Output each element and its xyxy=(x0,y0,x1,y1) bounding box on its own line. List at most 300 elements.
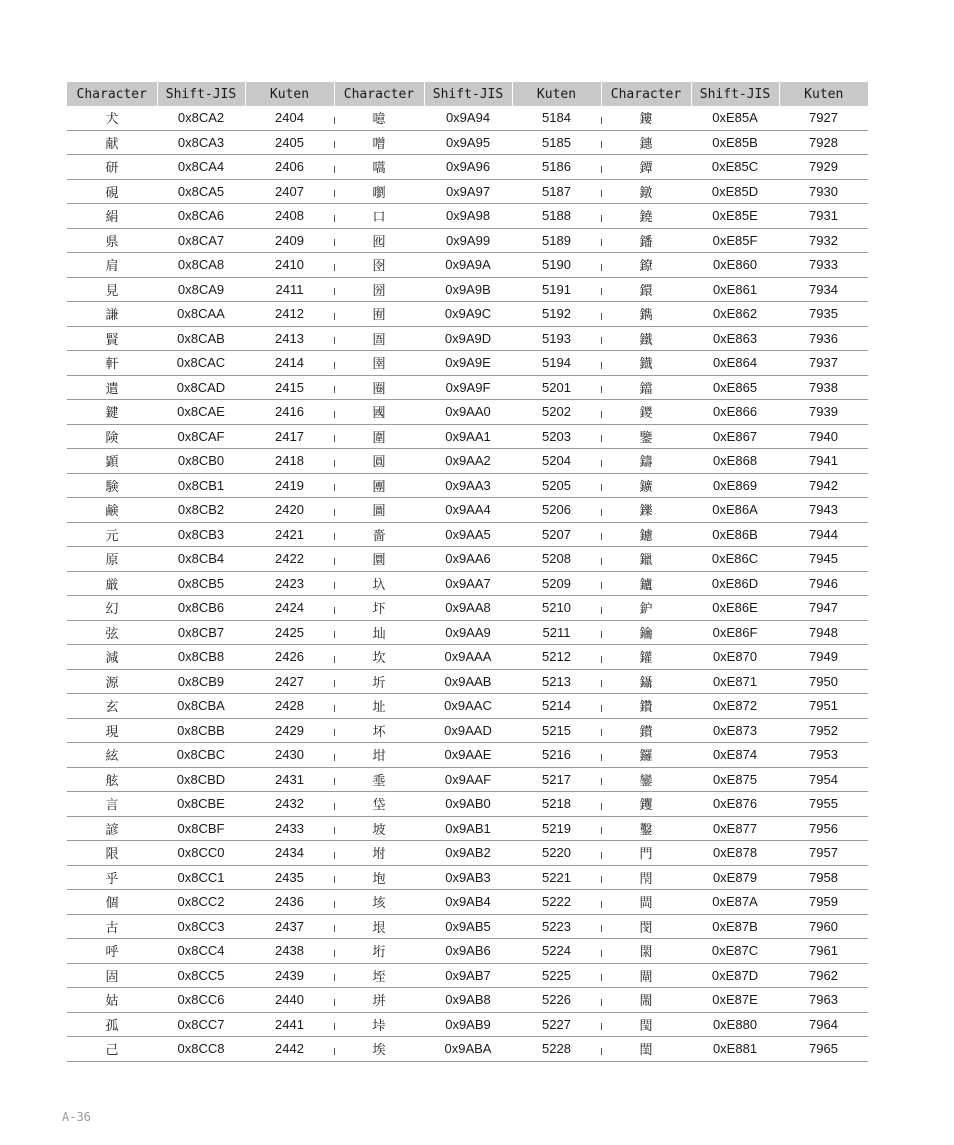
shift-jis-cell: 0x9A9B xyxy=(424,277,512,302)
character-cell: 址 xyxy=(334,694,424,719)
shift-jis-cell: 0xE860 xyxy=(691,253,779,278)
character-cell: 鑒 xyxy=(601,424,691,449)
character-cell: 固 xyxy=(67,963,157,988)
shift-jis-cell: 0x8CB4 xyxy=(157,547,245,572)
kuten-cell: 7955 xyxy=(779,792,868,817)
table-row xyxy=(67,669,868,694)
kuten-cell: 5222 xyxy=(512,890,601,915)
kuten-cell: 5192 xyxy=(512,302,601,327)
kuten-cell: 7948 xyxy=(779,620,868,645)
kuten-cell: 7933 xyxy=(779,253,868,278)
shift-jis-cell: 0x8CC2 xyxy=(157,890,245,915)
character-cell: 鏤 xyxy=(601,106,691,130)
shift-jis-cell: 0x8CB6 xyxy=(157,596,245,621)
character-cell: 坿 xyxy=(334,841,424,866)
kuten-cell: 7953 xyxy=(779,743,868,768)
table-row xyxy=(67,841,868,866)
shift-jis-cell: 0x9AB1 xyxy=(424,816,512,841)
shift-jis-cell: 0x8CB7 xyxy=(157,620,245,645)
kuten-cell: 2413 xyxy=(245,326,334,351)
character-cell: 己 xyxy=(67,1037,157,1062)
shift-jis-cell: 0xE881 xyxy=(691,1037,779,1062)
shift-jis-cell: 0xE879 xyxy=(691,865,779,890)
shift-jis-cell: 0x8CBA xyxy=(157,694,245,719)
kuten-cell: 2422 xyxy=(245,547,334,572)
character-cell: 古 xyxy=(67,914,157,939)
character-cell: 圸 xyxy=(334,620,424,645)
shift-jis-cell: 0xE880 xyxy=(691,1012,779,1037)
shift-jis-cell: 0x9AA1 xyxy=(424,424,512,449)
table-row xyxy=(67,130,868,155)
shift-jis-cell: 0x9AA9 xyxy=(424,620,512,645)
shift-jis-cell: 0x8CBD xyxy=(157,767,245,792)
character-cell: 鐶 xyxy=(601,277,691,302)
character-cell: 國 xyxy=(334,400,424,425)
character-cell: 坏 xyxy=(334,718,424,743)
shift-jis-cell: 0x8CA5 xyxy=(157,179,245,204)
kuten-cell: 7943 xyxy=(779,498,868,523)
kuten-cell: 2407 xyxy=(245,179,334,204)
kuten-cell: 5216 xyxy=(512,743,601,768)
table-row xyxy=(67,498,868,523)
shift-jis-cell: 0x9AAB xyxy=(424,669,512,694)
character-cell: 言 xyxy=(67,792,157,817)
shift-jis-cell: 0x8CAF xyxy=(157,424,245,449)
kuten-cell: 5204 xyxy=(512,449,601,474)
character-cell: 钁 xyxy=(601,792,691,817)
table-row xyxy=(67,400,868,425)
kuten-cell: 2419 xyxy=(245,473,334,498)
kuten-cell: 7929 xyxy=(779,155,868,180)
character-cell: 鑄 xyxy=(601,449,691,474)
table-row xyxy=(67,890,868,915)
column-header: Shift-JIS xyxy=(157,82,245,106)
kuten-cell: 2438 xyxy=(245,939,334,964)
character-cell: 鍵 xyxy=(67,400,157,425)
character-cell: 諺 xyxy=(67,816,157,841)
shift-jis-cell: 0xE85D xyxy=(691,179,779,204)
kuten-cell: 2434 xyxy=(245,841,334,866)
kuten-cell: 2420 xyxy=(245,498,334,523)
character-cell: 鑼 xyxy=(601,743,691,768)
shift-jis-cell: 0xE87D xyxy=(691,963,779,988)
character-cell: 閖 xyxy=(601,939,691,964)
kuten-cell: 2424 xyxy=(245,596,334,621)
kuten-cell: 2415 xyxy=(245,375,334,400)
kuten-cell: 7937 xyxy=(779,351,868,376)
character-cell: 囿 xyxy=(334,302,424,327)
shift-jis-cell: 0xE871 xyxy=(691,669,779,694)
shift-jis-cell: 0x8CAA xyxy=(157,302,245,327)
shift-jis-cell: 0x9AAF xyxy=(424,767,512,792)
kuten-cell: 7965 xyxy=(779,1037,868,1062)
character-cell: 研 xyxy=(67,155,157,180)
shift-jis-cell: 0xE868 xyxy=(691,449,779,474)
column-header: Character xyxy=(601,82,691,106)
kuten-cell: 7941 xyxy=(779,449,868,474)
shift-jis-cell: 0xE85E xyxy=(691,204,779,229)
table-row xyxy=(67,473,868,498)
character-cell: 團 xyxy=(334,473,424,498)
character-cell: 圻 xyxy=(334,669,424,694)
table-row xyxy=(67,204,868,229)
code-table xyxy=(67,82,868,1062)
shift-jis-cell: 0x8CBB xyxy=(157,718,245,743)
column-header: Kuten xyxy=(512,82,601,106)
character-cell: 垓 xyxy=(334,890,424,915)
character-cell: 現 xyxy=(67,718,157,743)
kuten-cell: 5214 xyxy=(512,694,601,719)
kuten-cell: 5213 xyxy=(512,669,601,694)
kuten-cell: 5223 xyxy=(512,914,601,939)
kuten-cell: 2421 xyxy=(245,522,334,547)
character-cell: 鑠 xyxy=(601,498,691,523)
kuten-cell: 7959 xyxy=(779,890,868,915)
character-cell: 圈 xyxy=(334,375,424,400)
shift-jis-cell: 0xE872 xyxy=(691,694,779,719)
shift-jis-cell: 0x8CB0 xyxy=(157,449,245,474)
character-cell: 鐓 xyxy=(601,179,691,204)
table-header-row xyxy=(67,82,868,106)
character-cell: 閙 xyxy=(601,988,691,1013)
shift-jis-cell: 0x9AA6 xyxy=(424,547,512,572)
kuten-cell: 2430 xyxy=(245,743,334,768)
shift-jis-cell: 0x8CC6 xyxy=(157,988,245,1013)
kuten-cell: 2441 xyxy=(245,1012,334,1037)
kuten-cell: 5218 xyxy=(512,792,601,817)
kuten-cell: 7927 xyxy=(779,106,868,130)
kuten-cell: 7935 xyxy=(779,302,868,327)
kuten-cell: 2406 xyxy=(245,155,334,180)
kuten-cell: 5228 xyxy=(512,1037,601,1062)
kuten-cell: 7940 xyxy=(779,424,868,449)
kuten-cell: 7945 xyxy=(779,547,868,572)
character-cell: 鐐 xyxy=(601,253,691,278)
kuten-cell: 2414 xyxy=(245,351,334,376)
table-row xyxy=(67,988,868,1013)
shift-jis-cell: 0xE863 xyxy=(691,326,779,351)
character-cell: 鐔 xyxy=(601,155,691,180)
column-header: Kuten xyxy=(779,82,868,106)
shift-jis-cell: 0x9A9D xyxy=(424,326,512,351)
table-row xyxy=(67,620,868,645)
table-row xyxy=(67,816,868,841)
kuten-cell: 5193 xyxy=(512,326,601,351)
kuten-cell: 2412 xyxy=(245,302,334,327)
table-row xyxy=(67,718,868,743)
shift-jis-cell: 0xE86E xyxy=(691,596,779,621)
character-cell: 鑰 xyxy=(601,620,691,645)
kuten-cell: 5211 xyxy=(512,620,601,645)
page-number: A-36 xyxy=(62,1110,91,1124)
kuten-cell: 7928 xyxy=(779,130,868,155)
kuten-cell: 7938 xyxy=(779,375,868,400)
table-row xyxy=(67,106,868,130)
shift-jis-cell: 0x9AA2 xyxy=(424,449,512,474)
shift-jis-cell: 0x8CA4 xyxy=(157,155,245,180)
shift-jis-cell: 0x9AB9 xyxy=(424,1012,512,1037)
shift-jis-cell: 0xE878 xyxy=(691,841,779,866)
kuten-cell: 2417 xyxy=(245,424,334,449)
shift-jis-cell: 0x8CB3 xyxy=(157,522,245,547)
table-row xyxy=(67,645,868,670)
character-cell: 坎 xyxy=(334,645,424,670)
shift-jis-cell: 0x8CA6 xyxy=(157,204,245,229)
kuten-cell: 7961 xyxy=(779,939,868,964)
table-body xyxy=(67,106,868,1061)
character-cell: 圷 xyxy=(334,596,424,621)
table-row xyxy=(67,939,868,964)
shift-jis-cell: 0x9AA4 xyxy=(424,498,512,523)
table-row xyxy=(67,743,868,768)
shift-jis-cell: 0xE861 xyxy=(691,277,779,302)
character-cell: 垠 xyxy=(334,914,424,939)
shift-jis-cell: 0xE874 xyxy=(691,743,779,768)
character-cell: 坡 xyxy=(334,816,424,841)
kuten-cell: 7951 xyxy=(779,694,868,719)
table-row xyxy=(67,767,868,792)
character-cell: 閘 xyxy=(601,963,691,988)
kuten-cell: 7950 xyxy=(779,669,868,694)
kuten-cell: 2431 xyxy=(245,767,334,792)
shift-jis-cell: 0x8CC1 xyxy=(157,865,245,890)
shift-jis-cell: 0xE87A xyxy=(691,890,779,915)
character-cell: 閠 xyxy=(601,1012,691,1037)
character-cell: 垤 xyxy=(334,963,424,988)
shift-jis-cell: 0xE86A xyxy=(691,498,779,523)
kuten-cell: 7931 xyxy=(779,204,868,229)
table-row xyxy=(67,694,868,719)
shift-jis-cell: 0x8CC0 xyxy=(157,841,245,866)
character-cell: 玄 xyxy=(67,694,157,719)
shift-jis-cell: 0x9AB5 xyxy=(424,914,512,939)
character-cell: 原 xyxy=(67,547,157,572)
character-cell: 賢 xyxy=(67,326,157,351)
shift-jis-cell: 0x9AA3 xyxy=(424,473,512,498)
kuten-cell: 2418 xyxy=(245,449,334,474)
kuten-cell: 7957 xyxy=(779,841,868,866)
table-row xyxy=(67,228,868,253)
shift-jis-cell: 0x9A95 xyxy=(424,130,512,155)
shift-jis-cell: 0xE86F xyxy=(691,620,779,645)
table-row xyxy=(67,326,868,351)
kuten-cell: 5186 xyxy=(512,155,601,180)
character-cell: 鐫 xyxy=(601,302,691,327)
kuten-cell: 2423 xyxy=(245,571,334,596)
kuten-cell: 2428 xyxy=(245,694,334,719)
kuten-cell: 5184 xyxy=(512,106,601,130)
character-cell: 験 xyxy=(67,473,157,498)
kuten-cell: 5203 xyxy=(512,424,601,449)
kuten-cell: 7934 xyxy=(779,277,868,302)
table-row xyxy=(67,865,868,890)
character-cell: 圍 xyxy=(334,424,424,449)
kuten-cell: 7964 xyxy=(779,1012,868,1037)
character-cell: 幻 xyxy=(67,596,157,621)
shift-jis-cell: 0x9AB2 xyxy=(424,841,512,866)
shift-jis-cell: 0x8CAC xyxy=(157,351,245,376)
kuten-cell: 5209 xyxy=(512,571,601,596)
table-row xyxy=(67,547,868,572)
table-row xyxy=(67,155,868,180)
shift-jis-cell: 0x9ABA xyxy=(424,1037,512,1062)
character-cell: 鑾 xyxy=(601,767,691,792)
shift-jis-cell: 0x9AA5 xyxy=(424,522,512,547)
kuten-cell: 5221 xyxy=(512,865,601,890)
kuten-cell: 2416 xyxy=(245,400,334,425)
column-header: Character xyxy=(67,82,157,106)
table-row xyxy=(67,963,868,988)
kuten-cell: 2440 xyxy=(245,988,334,1013)
shift-jis-cell: 0xE86D xyxy=(691,571,779,596)
shift-jis-cell: 0x8CB1 xyxy=(157,473,245,498)
character-cell: 嗇 xyxy=(334,522,424,547)
shift-jis-cell: 0xE875 xyxy=(691,767,779,792)
table-row xyxy=(67,375,868,400)
shift-jis-cell: 0xE876 xyxy=(691,792,779,817)
shift-jis-cell: 0x9A98 xyxy=(424,204,512,229)
kuten-cell: 7947 xyxy=(779,596,868,621)
character-cell: 姑 xyxy=(67,988,157,1013)
kuten-cell: 5227 xyxy=(512,1012,601,1037)
shift-jis-cell: 0x8CC7 xyxy=(157,1012,245,1037)
character-cell: 閇 xyxy=(601,865,691,890)
character-cell: 圉 xyxy=(334,351,424,376)
kuten-cell: 5190 xyxy=(512,253,601,278)
character-cell: 圖 xyxy=(334,498,424,523)
character-cell: 鐇 xyxy=(601,228,691,253)
shift-jis-cell: 0x9AB4 xyxy=(424,890,512,915)
table-row xyxy=(67,1037,868,1062)
kuten-cell: 2432 xyxy=(245,792,334,817)
shift-jis-cell: 0x8CAD xyxy=(157,375,245,400)
character-cell: 鑛 xyxy=(601,473,691,498)
table-row xyxy=(67,351,868,376)
table-row xyxy=(67,522,868,547)
shift-jis-cell: 0x8CB9 xyxy=(157,669,245,694)
character-cell: 孤 xyxy=(67,1012,157,1037)
character-cell: 元 xyxy=(67,522,157,547)
kuten-cell: 5208 xyxy=(512,547,601,572)
kuten-cell: 5188 xyxy=(512,204,601,229)
kuten-cell: 5206 xyxy=(512,498,601,523)
character-cell: 埃 xyxy=(334,1037,424,1062)
character-cell: 口 xyxy=(334,204,424,229)
kuten-cell: 7954 xyxy=(779,767,868,792)
shift-jis-cell: 0x9A94 xyxy=(424,106,512,130)
shift-jis-cell: 0x9A9C xyxy=(424,302,512,327)
shift-jis-cell: 0xE864 xyxy=(691,351,779,376)
shift-jis-cell: 0x8CA8 xyxy=(157,253,245,278)
shift-jis-cell: 0xE87B xyxy=(691,914,779,939)
table-row xyxy=(67,571,868,596)
character-cell: 鑁 xyxy=(601,400,691,425)
shift-jis-cell: 0x9A9E xyxy=(424,351,512,376)
shift-jis-cell: 0xE85F xyxy=(691,228,779,253)
shift-jis-cell: 0x9AB6 xyxy=(424,939,512,964)
kuten-cell: 7952 xyxy=(779,718,868,743)
kuten-cell: 2427 xyxy=(245,669,334,694)
kuten-cell: 7936 xyxy=(779,326,868,351)
character-cell: 鑞 xyxy=(601,547,691,572)
character-cell: 見 xyxy=(67,277,157,302)
character-cell: 厳 xyxy=(67,571,157,596)
character-cell: 圦 xyxy=(334,571,424,596)
shift-jis-cell: 0x9A99 xyxy=(424,228,512,253)
kuten-cell: 5194 xyxy=(512,351,601,376)
character-cell: 鑿 xyxy=(601,816,691,841)
shift-jis-cell: 0x8CC5 xyxy=(157,963,245,988)
table-row xyxy=(67,1012,868,1037)
character-cell: 門 xyxy=(601,841,691,866)
shift-jis-cell: 0x8CC8 xyxy=(157,1037,245,1062)
character-cell: 硯 xyxy=(67,179,157,204)
shift-jis-cell: 0x9A97 xyxy=(424,179,512,204)
character-cell: 肩 xyxy=(67,253,157,278)
kuten-cell: 2429 xyxy=(245,718,334,743)
kuten-cell: 5207 xyxy=(512,522,601,547)
kuten-cell: 7946 xyxy=(779,571,868,596)
column-header: Character xyxy=(334,82,424,106)
character-cell: 閔 xyxy=(601,914,691,939)
character-cell: 顕 xyxy=(67,449,157,474)
character-cell: 圄 xyxy=(334,326,424,351)
kuten-cell: 2442 xyxy=(245,1037,334,1062)
kuten-cell: 5226 xyxy=(512,988,601,1013)
character-cell: 嚠 xyxy=(334,179,424,204)
kuten-cell: 2437 xyxy=(245,914,334,939)
character-cell: 鑵 xyxy=(601,645,691,670)
kuten-cell: 5224 xyxy=(512,939,601,964)
kuten-cell: 2404 xyxy=(245,106,334,130)
character-cell: 埀 xyxy=(334,767,424,792)
character-cell: 噌 xyxy=(334,130,424,155)
shift-jis-cell: 0xE873 xyxy=(691,718,779,743)
shift-jis-cell: 0x9A9F xyxy=(424,375,512,400)
shift-jis-cell: 0x8CB5 xyxy=(157,571,245,596)
shift-jis-cell: 0xE87E xyxy=(691,988,779,1013)
shift-jis-cell: 0xE86C xyxy=(691,547,779,572)
shift-jis-cell: 0x9AA8 xyxy=(424,596,512,621)
shift-jis-cell: 0x8CA3 xyxy=(157,130,245,155)
kuten-cell: 7958 xyxy=(779,865,868,890)
kuten-cell: 7960 xyxy=(779,914,868,939)
character-cell: 険 xyxy=(67,424,157,449)
character-cell: 鑽 xyxy=(601,694,691,719)
character-cell: 鑷 xyxy=(601,669,691,694)
character-cell: 遣 xyxy=(67,375,157,400)
character-cell: 源 xyxy=(67,669,157,694)
table-row xyxy=(67,449,868,474)
character-cell: 坩 xyxy=(334,743,424,768)
shift-jis-cell: 0xE877 xyxy=(691,816,779,841)
character-cell: 県 xyxy=(67,228,157,253)
table-row xyxy=(67,179,868,204)
table-row xyxy=(67,792,868,817)
kuten-cell: 7939 xyxy=(779,400,868,425)
character-cell: 個 xyxy=(67,890,157,915)
shift-jis-cell: 0xE862 xyxy=(691,302,779,327)
shift-jis-cell: 0x9AB0 xyxy=(424,792,512,817)
shift-jis-cell: 0x8CAE xyxy=(157,400,245,425)
kuten-cell: 7930 xyxy=(779,179,868,204)
kuten-cell: 7962 xyxy=(779,963,868,988)
kuten-cell: 5215 xyxy=(512,718,601,743)
character-cell: 献 xyxy=(67,130,157,155)
shift-jis-cell: 0x8CA9 xyxy=(157,277,245,302)
character-cell: 鏸 xyxy=(601,130,691,155)
shift-jis-cell: 0x8CC4 xyxy=(157,939,245,964)
